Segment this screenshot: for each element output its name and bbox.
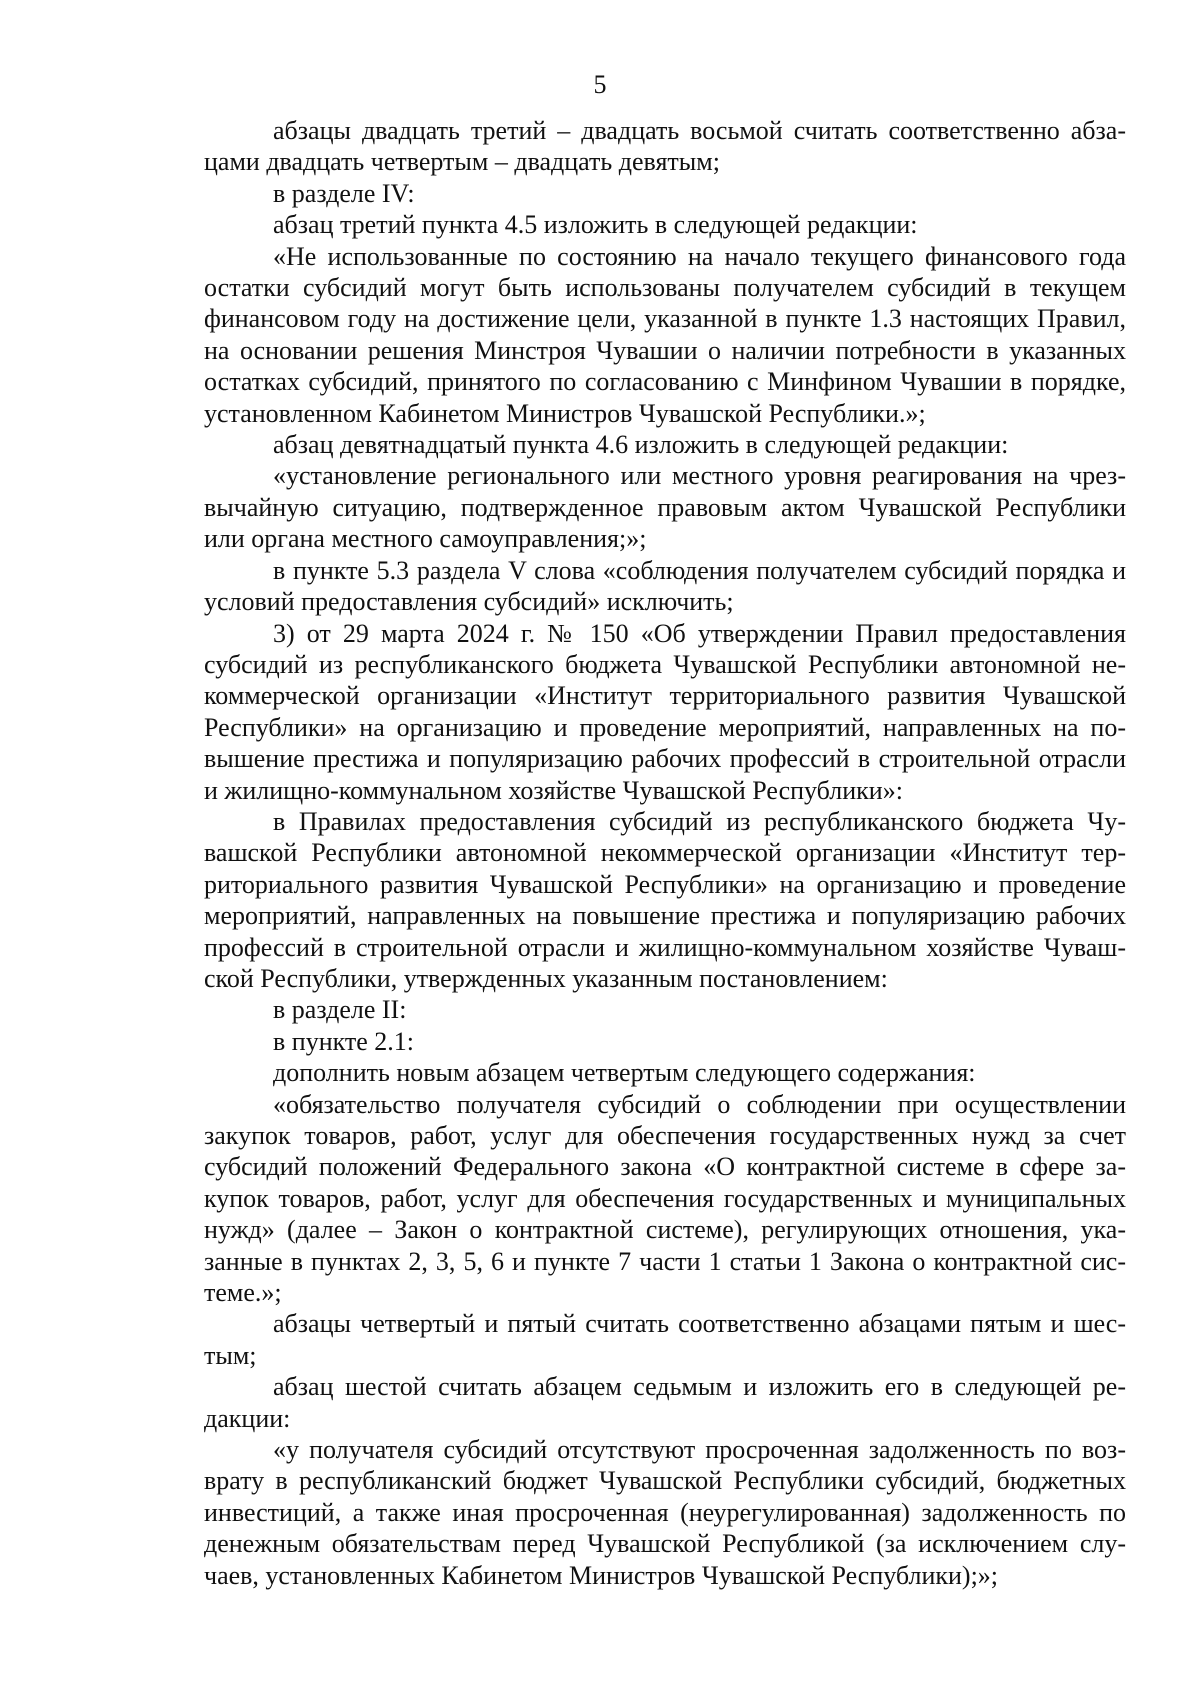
paragraph: абзац девятнадцатый пункта 4.6 изложить в следующей редакции:	[273, 430, 1009, 460]
paragraph: в Правилах предоставления субсидий из республиканского бюджета Чувашской Республики автономной некоммерческой организации «Институт территориального развития Чувашской Республики» на организацию и проведение мероприятий, направленных на повышение престижа и популяризацию рабочих профессий в строительной отрасли и жилищно-коммунальном хозяйстве Чувашской Республики, утвержденных указанным постановлением:	[204, 806, 1126, 993]
paragraph: «Не использованные по состоянию на начало текущего финансового года остатки субсидий могут быть использованы получателем субсидий в текущем финансовом году на достижение цели, указанной в пункте 1.3 настоящих Правил, на основании решения Минстроя Чувашии о наличии потребности в указанных остатках субсидий, принятого по согласованию с Минфином Чувашии в порядке, установленном Кабинетом Министров Чувашской Республики.»;	[204, 241, 1126, 428]
paragraph: абзацы двадцать третий – двадцать восьмой считать соответственно абзацами двадцать четвертым – двадцать девятым;	[204, 116, 1126, 177]
document-body	[204, 115, 1126, 1591]
paragraph: в пункте 2.1:	[273, 1026, 415, 1056]
paragraph: в разделе II:	[273, 995, 407, 1025]
paragraph: 3) от 29 марта 2024 г. № 150 «Об утверждении Правил предоставления субсидий из республиканского бюджета Чувашской Республики автономной некоммерческой организации «Институт территориального развития Чувашской Республики» на организацию и проведение мероприятий, направленных на повышение престижа и популяризацию рабочих профессий в строительной отрасли и жилищно-коммунальном хозяйстве Чувашской Республики»:	[204, 618, 1126, 805]
paragraph: дополнить новым абзацем четвертым следующего содержания:	[273, 1058, 976, 1088]
paragraph: абзац третий пункта 4.5 изложить в следующей редакции:	[273, 210, 918, 240]
paragraph: «обязательство получателя субсидий о соблюдении при осуществлении закупок товаров, работ, услуг для обеспечения государственных нужд за счет субсидий положений Федерального закона «О контрактной системе в сфере закупок товаров, работ, услуг для обеспечения государственных и муниципальных нужд» (далее – Закон о контрактной системе), регулирующих отношения, указанные в пунктах 2, 3, 5, 6 и пункте 7 части 1 статьи 1 Закона о контрактной системе.»;	[204, 1089, 1126, 1308]
paragraph: абзац шестой считать абзацем седьмым и изложить его в следующей редакции:	[204, 1372, 1126, 1433]
paragraph: «установление регионального или местного уровня реагирования на чрезвычайную ситуацию, подтвержденное правовым актом Чувашской Республики или органа местного самоуправления;»;	[204, 461, 1126, 554]
paragraph: «у получателя субсидий отсутствуют просроченная задолженность по возврату в республиканский бюджет Чувашской Республики субсидий, бюджетных инвестиций, а также иная просроченная (неурегулированная) задолженность по денежным обязательствам перед Чувашской Республикой (за исключением случаев, установленных Кабинетом Министров Чувашской Республики);»;	[204, 1435, 1126, 1590]
paragraph: абзацы четвертый и пятый считать соответственно абзацами пятым и шестым;	[204, 1309, 1126, 1370]
paragraph: в пункте 5.3 раздела V слова «соблюдения получателем субсидий порядка и условий предоставления субсидий» исключить;	[204, 555, 1126, 617]
paragraph: в разделе IV:	[273, 178, 415, 208]
page-number: 5	[593, 70, 607, 99]
